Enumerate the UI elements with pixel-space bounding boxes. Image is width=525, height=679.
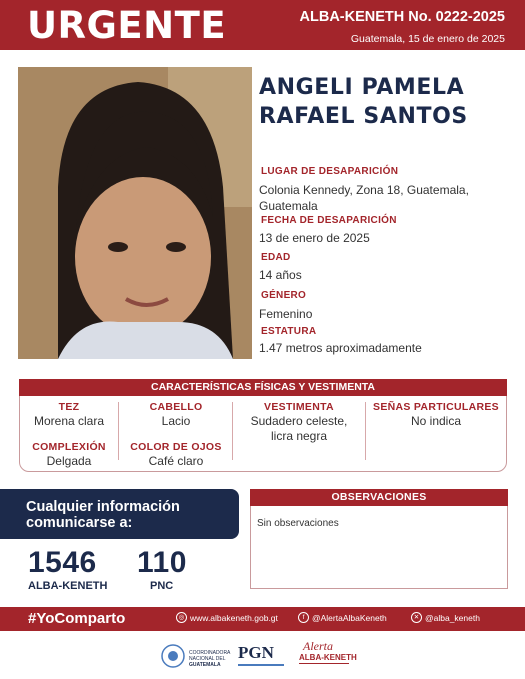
name-line-1: ANGELI PAMELA: [259, 75, 465, 100]
place-line-2: Guatemala: [259, 199, 318, 213]
alerta-underline: [299, 663, 349, 664]
gender-label: GÉNERO: [261, 290, 307, 301]
missing-person-photo: [18, 67, 252, 359]
urgent-title: URGENTE: [27, 4, 227, 47]
facebook-icon: f: [298, 612, 309, 623]
website-link[interactable]: [176, 612, 278, 623]
facebook-link[interactable]: [298, 612, 387, 623]
name-line-2: RAFAEL SANTOS: [259, 104, 468, 129]
alerta-alba-keneth-logo: [297, 638, 357, 672]
vestimenta-value: [233, 414, 365, 444]
pnc-phone-label: PNC: [150, 580, 174, 592]
coordinadora-line-1: COORDINADORA NACIONAL DEL: [189, 650, 231, 662]
facebook-text: @AlertaAlbaKeneth: [312, 612, 387, 623]
website-text: www.albakeneth.gob.gt: [190, 612, 278, 623]
date-value: 13 de enero de 2025: [259, 231, 370, 245]
vestimenta-line-2: licra negra: [270, 429, 328, 443]
place-label: LUGAR DE DESAPARICIÓN: [261, 166, 399, 177]
hashtag: #YoComparto: [28, 610, 126, 627]
pnc-phone[interactable]: 110: [137, 546, 187, 579]
contact-text: [26, 499, 180, 531]
age-value: 14 años: [259, 268, 302, 282]
ojos-value: Café claro: [148, 454, 204, 468]
cabello-value: Lacio: [161, 414, 191, 428]
gender-value: Femenino: [259, 307, 313, 321]
senas-value: No indica: [410, 414, 462, 428]
coordinadora-text: [189, 650, 235, 668]
contact-line-2: comunicarse a:: [26, 515, 133, 531]
coordinadora-line-2: GUATEMALA: [189, 662, 221, 668]
person-name: [259, 73, 468, 131]
place-line-1: Colonia Kennedy, Zona 18, Guatemala,: [259, 183, 469, 197]
observations-text: Sin observaciones: [257, 518, 339, 529]
x-text: @alba_keneth: [425, 612, 480, 623]
observations-title: OBSERVACIONES: [250, 489, 508, 506]
vestimenta-label: VESTIMENTA: [264, 401, 334, 413]
complexion-value: Delgada: [46, 454, 92, 468]
vestimenta-line-1: Sudadero celeste,: [250, 414, 348, 428]
alert-number: ALBA-KENETH No. 0222-2025: [299, 9, 505, 25]
pgn-text: PGN: [238, 643, 274, 662]
place-value: [259, 182, 499, 214]
pgn-logo: [236, 638, 286, 672]
complexion-label: COMPLEXIÓN: [32, 441, 106, 453]
date-label: FECHA DE DESAPARICIÓN: [261, 215, 397, 226]
height-value: 1.47 metros aproximadamente: [259, 341, 422, 355]
senas-label: SEÑAS PARTICULARES: [373, 401, 499, 413]
shield-icon: [161, 642, 185, 670]
globe-icon: ◎: [176, 612, 187, 623]
alerta-text: Alerta: [303, 639, 333, 653]
x-link[interactable]: [411, 612, 480, 623]
tez-value: Morena clara: [33, 414, 105, 428]
x-icon: ✕: [411, 612, 422, 623]
alba-keneth-phone-label: ALBA-KENETH: [28, 580, 108, 592]
alba-keneth-text: ALBA-KENETH: [299, 653, 357, 662]
contact-line-1: Cualquier información: [26, 499, 180, 515]
alba-keneth-phone[interactable]: 1546: [28, 546, 97, 579]
ojos-label: COLOR DE OJOS: [130, 441, 222, 453]
characteristics-title: CARACTERÍSTICAS FÍSICAS Y VESTIMENTA: [19, 379, 507, 396]
pgn-underline: [238, 664, 284, 666]
age-label: EDAD: [261, 252, 291, 263]
height-label: ESTATURA: [261, 326, 317, 337]
coordinadora-logo: [161, 638, 231, 672]
portrait-illustration: [18, 67, 252, 359]
column-divider: [118, 402, 119, 460]
alert-date: Guatemala, 15 de enero de 2025: [350, 33, 505, 45]
tez-label: TEZ: [58, 401, 80, 413]
contact-banner: [0, 489, 239, 539]
cabello-label: CABELLO: [149, 401, 203, 413]
